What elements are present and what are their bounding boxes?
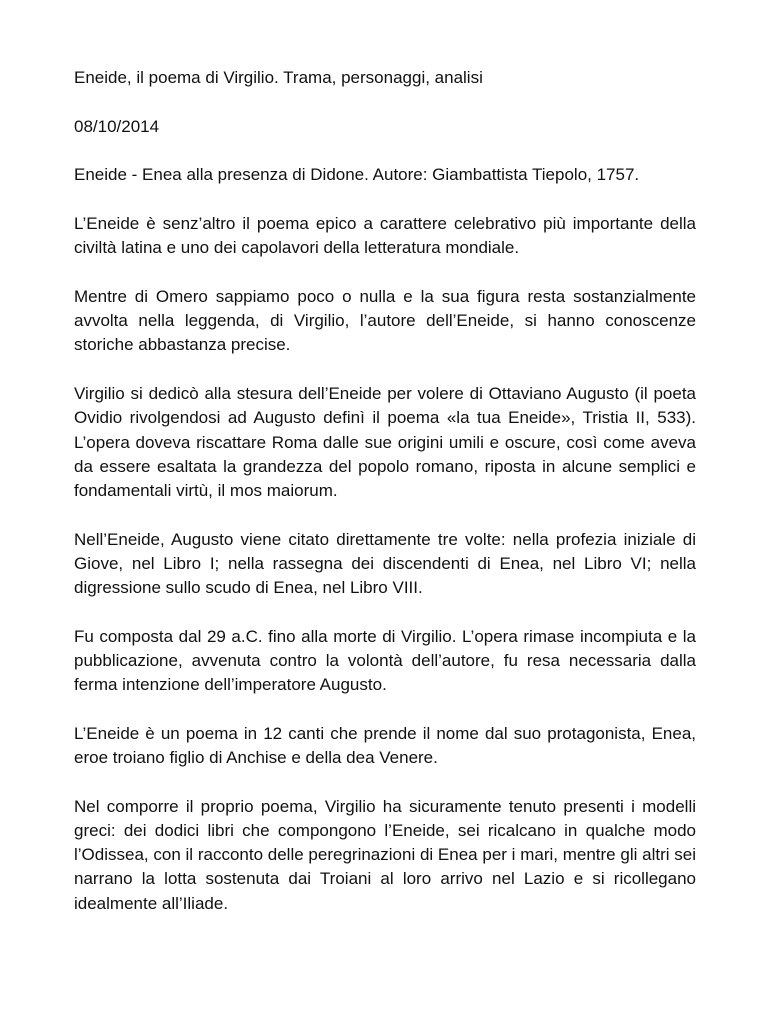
paragraph: Nel comporre il proprio poema, Virgilio ha sicuramente tenuto presenti i modelli greci: dei dodici libri che compongono l’Eneide, sei ricalcano in qualche modo l’Odissea, con il racconto delle peregrinazioni di Enea per i mari, mentre gli altri sei narrano la lotta sostenuta dai Troiani al loro arrivo nel Lazio e si ricollegano idealmente all’Iliade. [74, 796, 696, 913]
document-title: Eneide, il poema di Virgilio. Trama, personaggi, analisi [74, 68, 483, 87]
image-caption: Eneide - Enea alla presenza di Didone. Autore: Giambattista Tiepolo, 1757. [74, 165, 640, 185]
paragraph: Fu composta dal 29 a.C. fino alla morte di Virgilio. L’opera rimase incompiuta e la pubblicazione, avvenuta contro la volontà dell’autore, fu resa necessaria dalla ferma intenzione dell’imperatore Augusto. [74, 626, 696, 695]
paragraph: Mentre di Omero sappiamo poco o nulla e la sua figura resta sostanzialmente avvolta nella leggenda, di Virgilio, l’autore dell’Eneide, si hanno conoscenze storiche abbastanza precise. [74, 287, 696, 355]
paragraph: L’Eneide è un poema in 12 canti che prende il nome dal suo protagonista, Enea, eroe troiano figlio di Anchise e della dea Venere. [74, 723, 696, 768]
document-body [74, 66, 696, 940]
paragraph: L’Eneide è senz’altro il poema epico a carattere celebrativo più importante della civiltà latina e uno dei capolavori della letteratura mondiale. [74, 214, 696, 258]
paragraph: Virgilio si dedicò alla stesura dell’Eneide per volere di Ottaviano Augusto (il poeta Ovidio rivolgendosi ad Augusto definì il poema «la tua Eneide», Tristia II, 533). L’opera doveva riscattare Roma dalle sue origini umili e oscure, così come aveva da essere esaltata la grandezza del popolo romano, riposta in alcune semplici e fondamentali virtù, il mos maiorum. [74, 384, 696, 500]
paragraph: Nell’Eneide, Augusto viene citato direttamente tre volte: nella profezia iniziale di Giove, nel Libro I; nella rassegna dei discendenti di Enea, nel Libro VI; nella digressione sullo scudo di Enea, nel Libro VIII. [74, 529, 696, 598]
document-date: 08/10/2014 [74, 116, 160, 136]
